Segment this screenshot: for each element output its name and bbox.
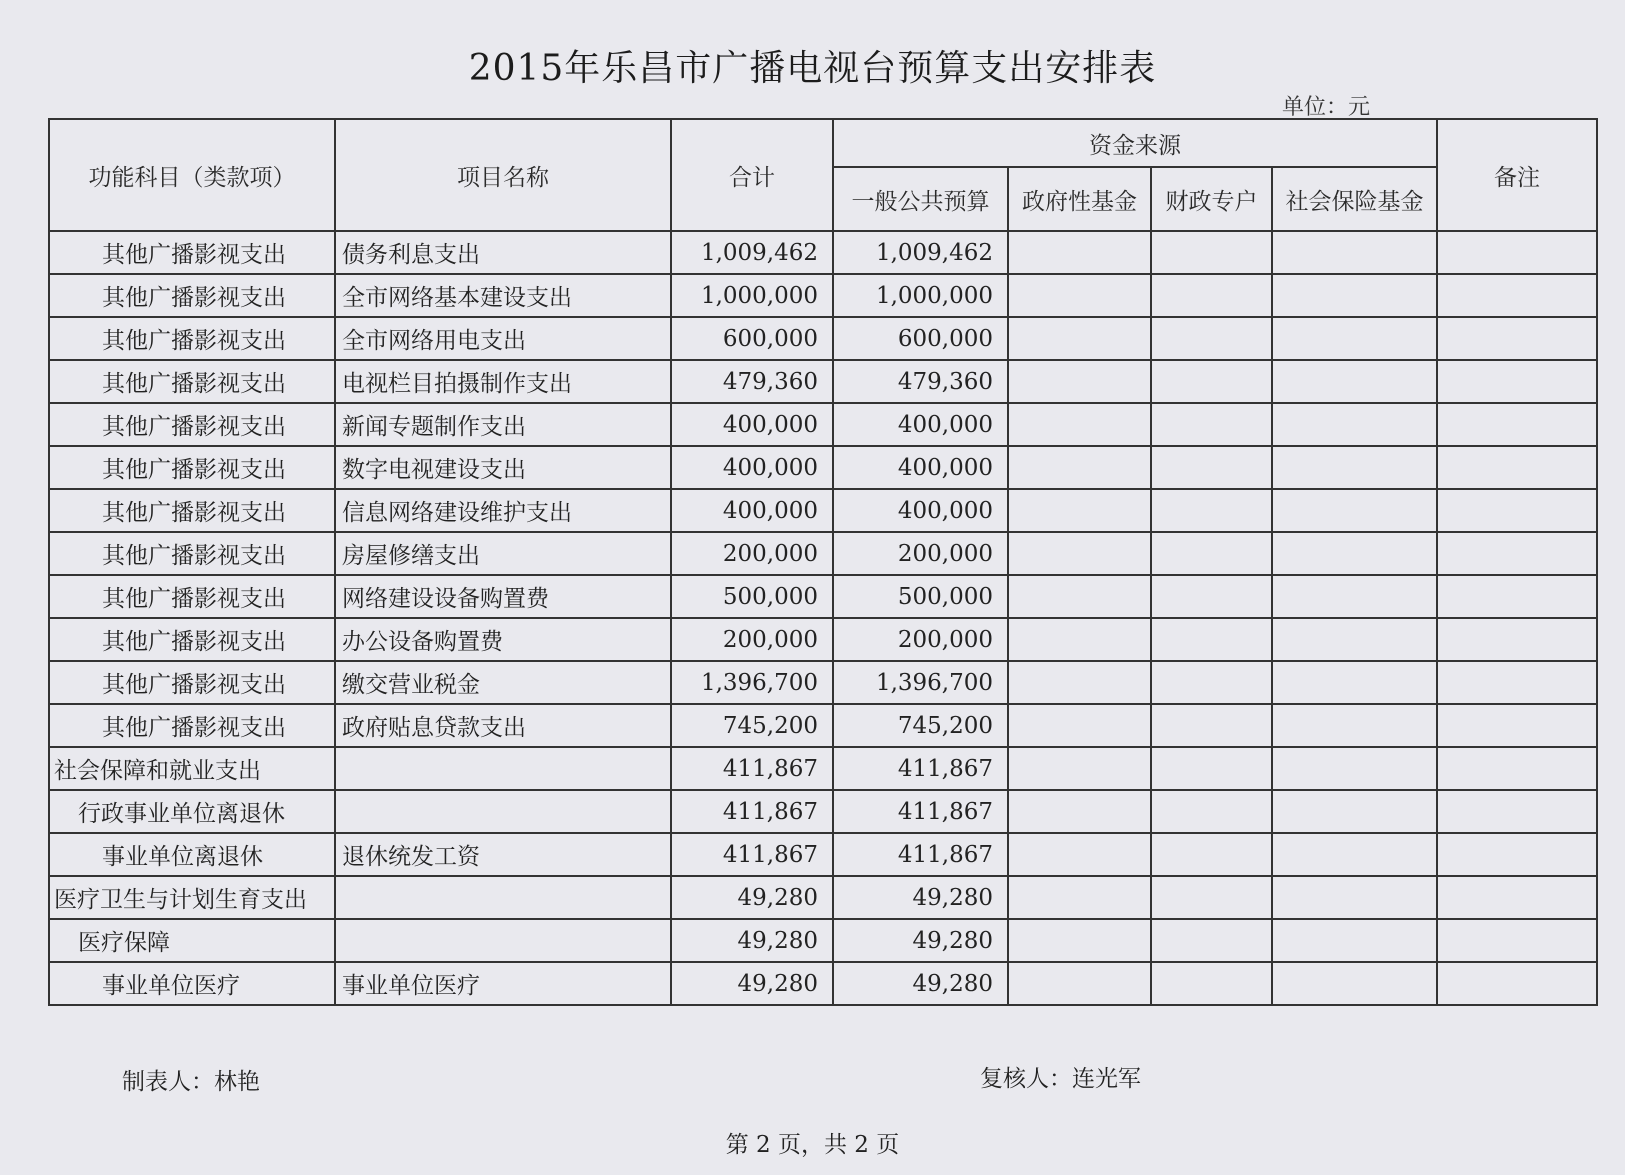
cell-general-budget: 400,000 — [833, 403, 1008, 446]
cell-remarks — [1437, 618, 1597, 661]
cell-gov-fund — [1008, 575, 1151, 618]
cell-category: 其他广播影视支出 — [49, 403, 335, 446]
cell-total: 479,360 — [671, 360, 833, 403]
cell-gov-fund — [1008, 317, 1151, 360]
header-project: 项目名称 — [335, 119, 671, 231]
table-row — [49, 876, 1597, 919]
cell-finance-special — [1151, 489, 1272, 532]
cell-category: 社会保障和就业支出 — [49, 747, 335, 790]
cell-general-budget: 49,280 — [833, 919, 1008, 962]
cell-remarks — [1437, 962, 1597, 1005]
cell-general-budget: 745,200 — [833, 704, 1008, 747]
cell-remarks — [1437, 876, 1597, 919]
cell-gov-fund — [1008, 532, 1151, 575]
cell-category: 其他广播影视支出 — [49, 489, 335, 532]
header-total: 合计 — [671, 119, 833, 231]
cell-project: 政府贴息贷款支出 — [335, 704, 671, 747]
cell-remarks — [1437, 833, 1597, 876]
table-row — [49, 790, 1597, 833]
cell-gov-fund — [1008, 919, 1151, 962]
cell-total: 500,000 — [671, 575, 833, 618]
cell-general-budget: 479,360 — [833, 360, 1008, 403]
cell-total: 49,280 — [671, 962, 833, 1005]
cell-project — [335, 747, 671, 790]
cell-gov-fund — [1008, 618, 1151, 661]
cell-social-insurance — [1272, 833, 1437, 876]
table-row — [49, 919, 1597, 962]
cell-gov-fund — [1008, 704, 1151, 747]
cell-project: 全市网络基本建设支出 — [335, 274, 671, 317]
cell-project: 办公设备购置费 — [335, 618, 671, 661]
cell-gov-fund — [1008, 489, 1151, 532]
table-row — [49, 403, 1597, 446]
cell-gov-fund — [1008, 231, 1151, 274]
cell-total: 411,867 — [671, 833, 833, 876]
cell-category: 事业单位离退休 — [49, 833, 335, 876]
cell-general-budget: 600,000 — [833, 317, 1008, 360]
table-row — [49, 661, 1597, 704]
cell-category: 其他广播影视支出 — [49, 575, 335, 618]
cell-remarks — [1437, 489, 1597, 532]
cell-project: 缴交营业税金 — [335, 661, 671, 704]
cell-finance-special — [1151, 231, 1272, 274]
cell-social-insurance — [1272, 575, 1437, 618]
table-row — [49, 231, 1597, 274]
cell-finance-special — [1151, 618, 1272, 661]
page-number: 第 2 页，共 2 页 — [725, 1132, 900, 1158]
cell-social-insurance — [1272, 747, 1437, 790]
cell-finance-special — [1151, 876, 1272, 919]
cell-general-budget: 1,009,462 — [833, 231, 1008, 274]
header-category: 功能科目（类款项） — [49, 119, 335, 231]
cell-gov-fund — [1008, 790, 1151, 833]
cell-project: 事业单位医疗 — [335, 962, 671, 1005]
cell-category: 其他广播影视支出 — [49, 704, 335, 747]
cell-total: 400,000 — [671, 446, 833, 489]
cell-total: 600,000 — [671, 317, 833, 360]
cell-general-budget: 1,396,700 — [833, 661, 1008, 704]
cell-general-budget: 411,867 — [833, 790, 1008, 833]
cell-remarks — [1437, 317, 1597, 360]
table-row — [49, 532, 1597, 575]
cell-total: 411,867 — [671, 747, 833, 790]
cell-finance-special — [1151, 962, 1272, 1005]
cell-finance-special — [1151, 833, 1272, 876]
cell-category: 其他广播影视支出 — [49, 231, 335, 274]
cell-finance-special — [1151, 446, 1272, 489]
cell-remarks — [1437, 403, 1597, 446]
cell-category: 医疗卫生与计划生育支出 — [49, 876, 335, 919]
document-title: 2015年乐昌市广播电视台预算支出安排表 — [468, 48, 1157, 89]
cell-social-insurance — [1272, 231, 1437, 274]
cell-total: 1,000,000 — [671, 274, 833, 317]
cell-remarks — [1437, 360, 1597, 403]
cell-gov-fund — [1008, 446, 1151, 489]
cell-finance-special — [1151, 747, 1272, 790]
cell-project — [335, 876, 671, 919]
cell-remarks — [1437, 704, 1597, 747]
cell-total: 1,009,462 — [671, 231, 833, 274]
cell-finance-special — [1151, 360, 1272, 403]
table-row — [49, 317, 1597, 360]
cell-social-insurance — [1272, 403, 1437, 446]
table-row — [49, 446, 1597, 489]
cell-general-budget: 411,867 — [833, 747, 1008, 790]
cell-social-insurance — [1272, 532, 1437, 575]
cell-project: 退休统发工资 — [335, 833, 671, 876]
cell-finance-special — [1151, 919, 1272, 962]
table-row — [49, 618, 1597, 661]
cell-finance-special — [1151, 575, 1272, 618]
cell-social-insurance — [1272, 489, 1437, 532]
cell-general-budget: 411,867 — [833, 833, 1008, 876]
header-funding-source: 资金来源 — [833, 119, 1437, 167]
preparer-label: 制表人：林艳 — [122, 1069, 260, 1095]
header-remarks: 备注 — [1437, 119, 1597, 231]
cell-gov-fund — [1008, 360, 1151, 403]
cell-gov-fund — [1008, 833, 1151, 876]
cell-general-budget: 400,000 — [833, 446, 1008, 489]
cell-gov-fund — [1008, 661, 1151, 704]
cell-finance-special — [1151, 317, 1272, 360]
cell-remarks — [1437, 532, 1597, 575]
cell-finance-special — [1151, 661, 1272, 704]
cell-social-insurance — [1272, 790, 1437, 833]
cell-total: 1,396,700 — [671, 661, 833, 704]
header-gov-fund: 政府性基金 — [1008, 167, 1151, 231]
cell-category: 医疗保障 — [49, 919, 335, 962]
cell-finance-special — [1151, 274, 1272, 317]
cell-social-insurance — [1272, 962, 1437, 1005]
table-body — [49, 231, 1597, 1005]
cell-remarks — [1437, 919, 1597, 962]
table-row — [49, 833, 1597, 876]
cell-remarks — [1437, 661, 1597, 704]
cell-remarks — [1437, 274, 1597, 317]
cell-gov-fund — [1008, 274, 1151, 317]
cell-project — [335, 790, 671, 833]
cell-category: 其他广播影视支出 — [49, 317, 335, 360]
cell-project: 电视栏目拍摄制作支出 — [335, 360, 671, 403]
budget-table — [48, 118, 1598, 1006]
header-social-insurance: 社会保险基金 — [1272, 167, 1437, 231]
cell-social-insurance — [1272, 317, 1437, 360]
cell-category: 其他广播影视支出 — [49, 274, 335, 317]
cell-project: 数字电视建设支出 — [335, 446, 671, 489]
cell-total: 200,000 — [671, 532, 833, 575]
cell-category: 其他广播影视支出 — [49, 446, 335, 489]
cell-general-budget: 49,280 — [833, 962, 1008, 1005]
cell-finance-special — [1151, 403, 1272, 446]
cell-total: 200,000 — [671, 618, 833, 661]
cell-social-insurance — [1272, 704, 1437, 747]
cell-total: 49,280 — [671, 919, 833, 962]
cell-gov-fund — [1008, 747, 1151, 790]
cell-social-insurance — [1272, 876, 1437, 919]
cell-remarks — [1437, 575, 1597, 618]
table-row — [49, 489, 1597, 532]
table-row — [49, 704, 1597, 747]
cell-total: 745,200 — [671, 704, 833, 747]
unit-label: 单位：元 — [1281, 95, 1370, 120]
cell-project: 全市网络用电支出 — [335, 317, 671, 360]
cell-general-budget: 200,000 — [833, 532, 1008, 575]
reviewer-label: 复核人：连光军 — [980, 1066, 1141, 1092]
cell-category: 其他广播影视支出 — [49, 661, 335, 704]
header-general-budget: 一般公共预算 — [833, 167, 1008, 231]
cell-category: 行政事业单位离退休 — [49, 790, 335, 833]
cell-finance-special — [1151, 532, 1272, 575]
header-finance-special: 财政专户 — [1151, 167, 1272, 231]
cell-project — [335, 919, 671, 962]
cell-social-insurance — [1272, 446, 1437, 489]
cell-project: 债务利息支出 — [335, 231, 671, 274]
cell-project: 信息网络建设维护支出 — [335, 489, 671, 532]
table-row — [49, 575, 1597, 618]
cell-general-budget: 400,000 — [833, 489, 1008, 532]
cell-total: 49,280 — [671, 876, 833, 919]
cell-social-insurance — [1272, 661, 1437, 704]
cell-gov-fund — [1008, 403, 1151, 446]
cell-total: 400,000 — [671, 489, 833, 532]
cell-social-insurance — [1272, 919, 1437, 962]
cell-finance-special — [1151, 704, 1272, 747]
cell-gov-fund — [1008, 962, 1151, 1005]
cell-remarks — [1437, 446, 1597, 489]
cell-finance-special — [1151, 790, 1272, 833]
cell-social-insurance — [1272, 360, 1437, 403]
cell-general-budget: 500,000 — [833, 575, 1008, 618]
cell-general-budget: 200,000 — [833, 618, 1008, 661]
cell-project: 网络建设设备购置费 — [335, 575, 671, 618]
table-row — [49, 962, 1597, 1005]
cell-project: 房屋修缮支出 — [335, 532, 671, 575]
cell-total: 400,000 — [671, 403, 833, 446]
cell-general-budget: 1,000,000 — [833, 274, 1008, 317]
cell-social-insurance — [1272, 274, 1437, 317]
cell-social-insurance — [1272, 618, 1437, 661]
cell-project: 新闻专题制作支出 — [335, 403, 671, 446]
cell-remarks — [1437, 747, 1597, 790]
cell-remarks — [1437, 790, 1597, 833]
table-row — [49, 274, 1597, 317]
table-row — [49, 360, 1597, 403]
cell-category: 其他广播影视支出 — [49, 360, 335, 403]
cell-gov-fund — [1008, 876, 1151, 919]
cell-general-budget: 49,280 — [833, 876, 1008, 919]
table-row — [49, 747, 1597, 790]
cell-category: 事业单位医疗 — [49, 962, 335, 1005]
cell-total: 411,867 — [671, 790, 833, 833]
cell-remarks — [1437, 231, 1597, 274]
cell-category: 其他广播影视支出 — [49, 532, 335, 575]
cell-category: 其他广播影视支出 — [49, 618, 335, 661]
